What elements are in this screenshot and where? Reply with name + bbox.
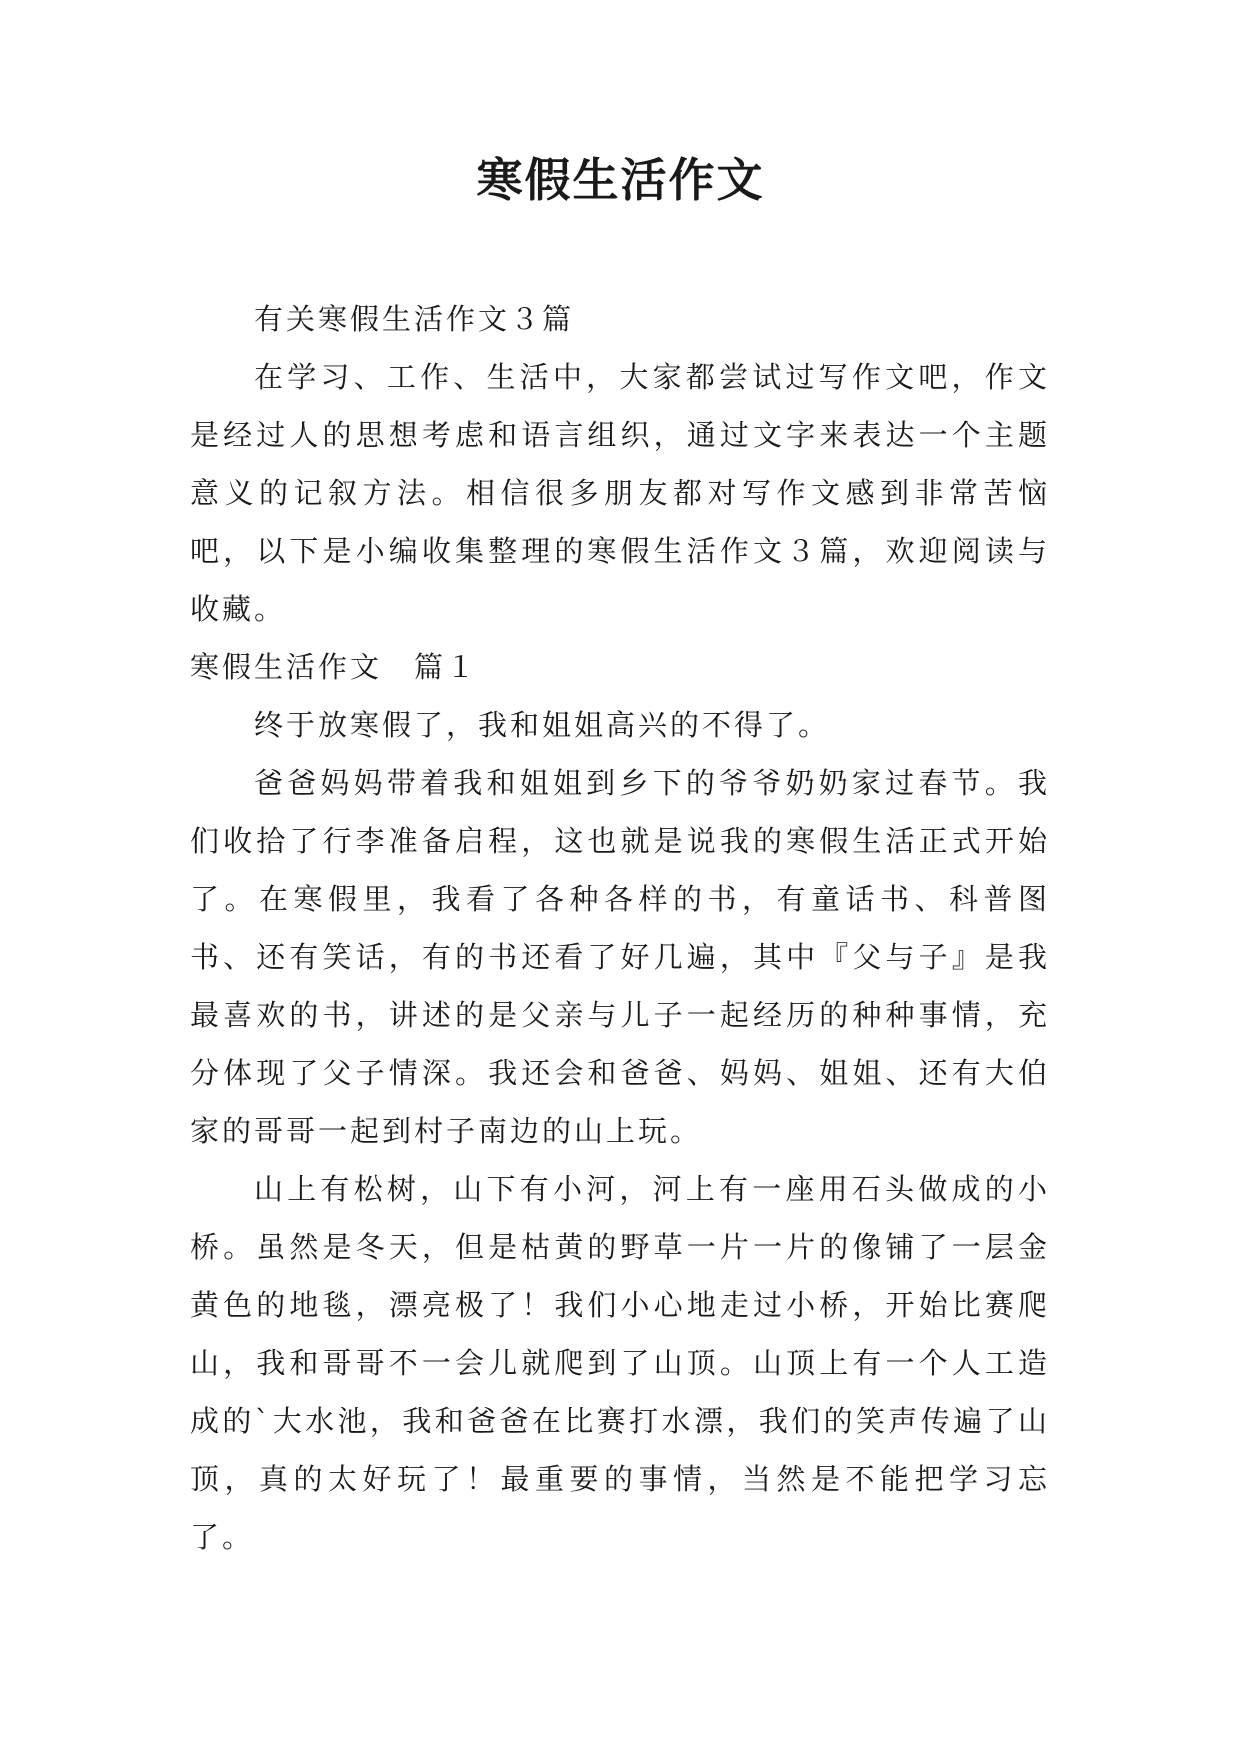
body-paragraph: 终于放寒假了，我和姐姐高兴的不得了。 <box>254 708 831 742</box>
body-paragraph: 爸爸妈妈带着我和姐姐到乡下的爷爷奶奶家过春节。我们收拾了行李准备启程，这也就是说我的寒假生活正式开始了。在寒假里，我看了各种各样的书，有童话书、科普图书、还有笑话，有的书还看了好几遍，其中『父与子』是我最喜欢的书，讲述的是父亲与儿子一起经历的种种事情，充分体现了父子情深。我还会和爸爸、妈妈、姐姐、还有大伯家的哥哥一起到村子南边的山上玩。 <box>190 766 1050 1148</box>
intro-paragraph: 在学习、工作、生活中，大家都尝试过写作文吧，作文是经过人的思想考虑和语言组织，通过文字来表达一个主题意义的记叙方法。相信很多朋友都对写作文感到非常苦恼吧，以下是小编收集整理的寒假生活作文３篇，欢迎阅读与收藏。 <box>190 360 1050 626</box>
body-paragraph: 山上有松树，山下有小河，河上有一座用石头做成的小桥。虽然是冬天，但是枯黄的野草一片一片的像铺了一层金黄色的地毯，漂亮极了！我们小心地走过小桥，开始比赛爬山，我和哥哥不一会儿就爬到了山顶。山顶上有一个人工造成的`大水池，我和爸爸在比赛打水漂，我们的笑声传遍了山顶，真的太好玩了！最重要的事情，当然是不能把学习忘了。 <box>190 1172 1050 1554</box>
section-heading: 寒假生活作文 篇１ <box>190 650 479 684</box>
document-title: 寒假生活作文 <box>476 153 765 207</box>
intro-subtitle: 有关寒假生活作文３篇 <box>254 302 575 336</box>
document-body <box>190 290 1050 1566</box>
